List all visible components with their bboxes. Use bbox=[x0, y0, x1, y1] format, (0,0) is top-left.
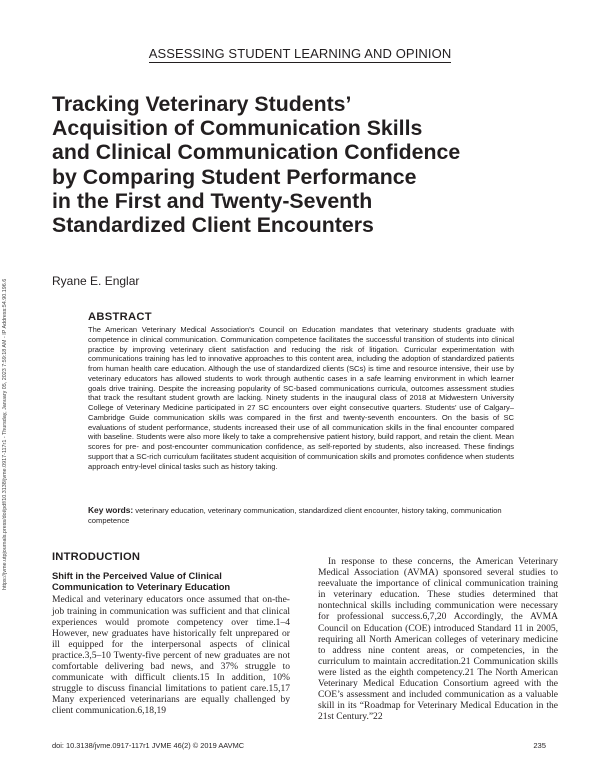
page-footer bbox=[52, 741, 546, 753]
title-line: Tracking Veterinary Students’ bbox=[52, 92, 352, 116]
section-label-text: ASSESSING STUDENT LEARNING AND OPINION bbox=[148, 46, 452, 61]
footer-doi: doi: 10.3138/jvme.0917-117r1 JVME 46(2) © 2019 AAVMC bbox=[52, 741, 245, 750]
title-line: in the First and Twenty-Seventh bbox=[52, 188, 373, 213]
subsection-heading: Shift in the Perceived Value of Clinical Communication to Veterinary Education bbox=[52, 570, 231, 593]
left-column bbox=[52, 551, 290, 716]
title-line: Acquisition of Communication Skills bbox=[52, 116, 423, 141]
keywords-text: veterinary education, veterinary communication, standardized client encounter, history taking, communication competence bbox=[88, 506, 502, 525]
abstract bbox=[88, 311, 514, 471]
right-column bbox=[318, 556, 558, 722]
keywords-label: Key words: bbox=[88, 505, 134, 515]
download-watermark: https://jvme.utpjournals.press/doi/pdf/10.3138/jvme.0917-117r1 - Thursday, January 05, 2023 7:59:18 AM - IP Address:54.90.196.6 bbox=[2, 278, 8, 590]
body-paragraph: In response to these concerns, the American Veterinary Medical Association (AVMA) sponsored several studies to reevaluate the importance of clinical communication training in veterinary education. These studies determined that nontechnical skills including communication were necessary for professional success.6,7,20 Accordingly, the AVMA Council on Education (COE) introduced Standard 11 in 2005, requiring all North American colleges of veterinary medicine to address nine content areas, or competencies, in the curriculum to maintain accreditation.21 Communication skills were listed as the eighth competency.21 The North American Veterinary Medical Education Consortium agreed with the COE’s assessment and included communication as a valuable skill in its “Roadmap for Veterinary Medical Education in the 21st Century.”22 bbox=[318, 556, 558, 723]
section-label bbox=[0, 46, 600, 61]
title-line: Standardized Client Encounters bbox=[52, 213, 374, 238]
title-line: by Comparing Student Performance bbox=[52, 164, 417, 189]
introduction-heading: INTRODUCTION bbox=[52, 551, 141, 563]
abstract-heading: ABSTRACT bbox=[88, 311, 152, 323]
page-number: 235 bbox=[533, 741, 546, 750]
author-name: Ryane E. Englar bbox=[52, 274, 140, 288]
body-paragraph: Medical and veterinary educators once assumed that on-the-job training in communication was sufficient and that clinical experiences would promote competency over time.1–4 However, new graduates have historically felt unprepared or ill equipped for the interpersonal aspects of clinical practice.3,5–10 Twenty-five percent of new graduates are not comfortable delivering bad news, and 37% struggle to communicate with difficult clients.15 In addition, 10% struggle to discuss financial limitations to patient care.15,17 Many experienced veterinarians are equally challenged by client communication.6,18,19 bbox=[52, 594, 290, 717]
title-line: and Clinical Communication Confidence bbox=[52, 140, 461, 165]
article-title bbox=[52, 92, 522, 237]
abstract-text: The American Veterinary Medical Association’s Council on Education mandates that veterinary students graduate with competence in clinical communication. Communication competence facilitates the successful transition of students into clinical practice by improving veterinary client satisfaction and reducing the risk of litigation. Curricular experimentation with communications training has led to innovative approaches to this content area, including the adoption of standardized patients from human health care education. Although the use of standardized clients (SCs) is time and resource intensive, their use by veterinary educators has allowed students to work through authentic cases in a safe learning environment in which learner goals drive training. Despite the increasing popularity of SC-based communications curricula, outcomes assessment studies that track the resultant student growth are lacking. Ninety students in the inaugural class of 2018 at Midwestern University College of Veterinary Medicine participated in 27 SC encounters over eight consecutive quarters. Students’ use of Calgary–Cambridge Guide communication skills was compared in the first and twenty-seventh encounters. On the basis of SC evaluations of student performance, students increased their use of all communication skills in the final encounter compared with baseline. Students were also more likely to take a comprehensive patient history, build rapport, and retain the client. Mean scores for pre- and post-encounter communication confidence, as self-reported by students, also increased. These findings support that a SC-rich curriculum facilitates student acquisition of communication skills and promotes confidence when students approach entry-level clinical tasks such as history taking. bbox=[88, 325, 514, 471]
keywords bbox=[88, 506, 514, 526]
